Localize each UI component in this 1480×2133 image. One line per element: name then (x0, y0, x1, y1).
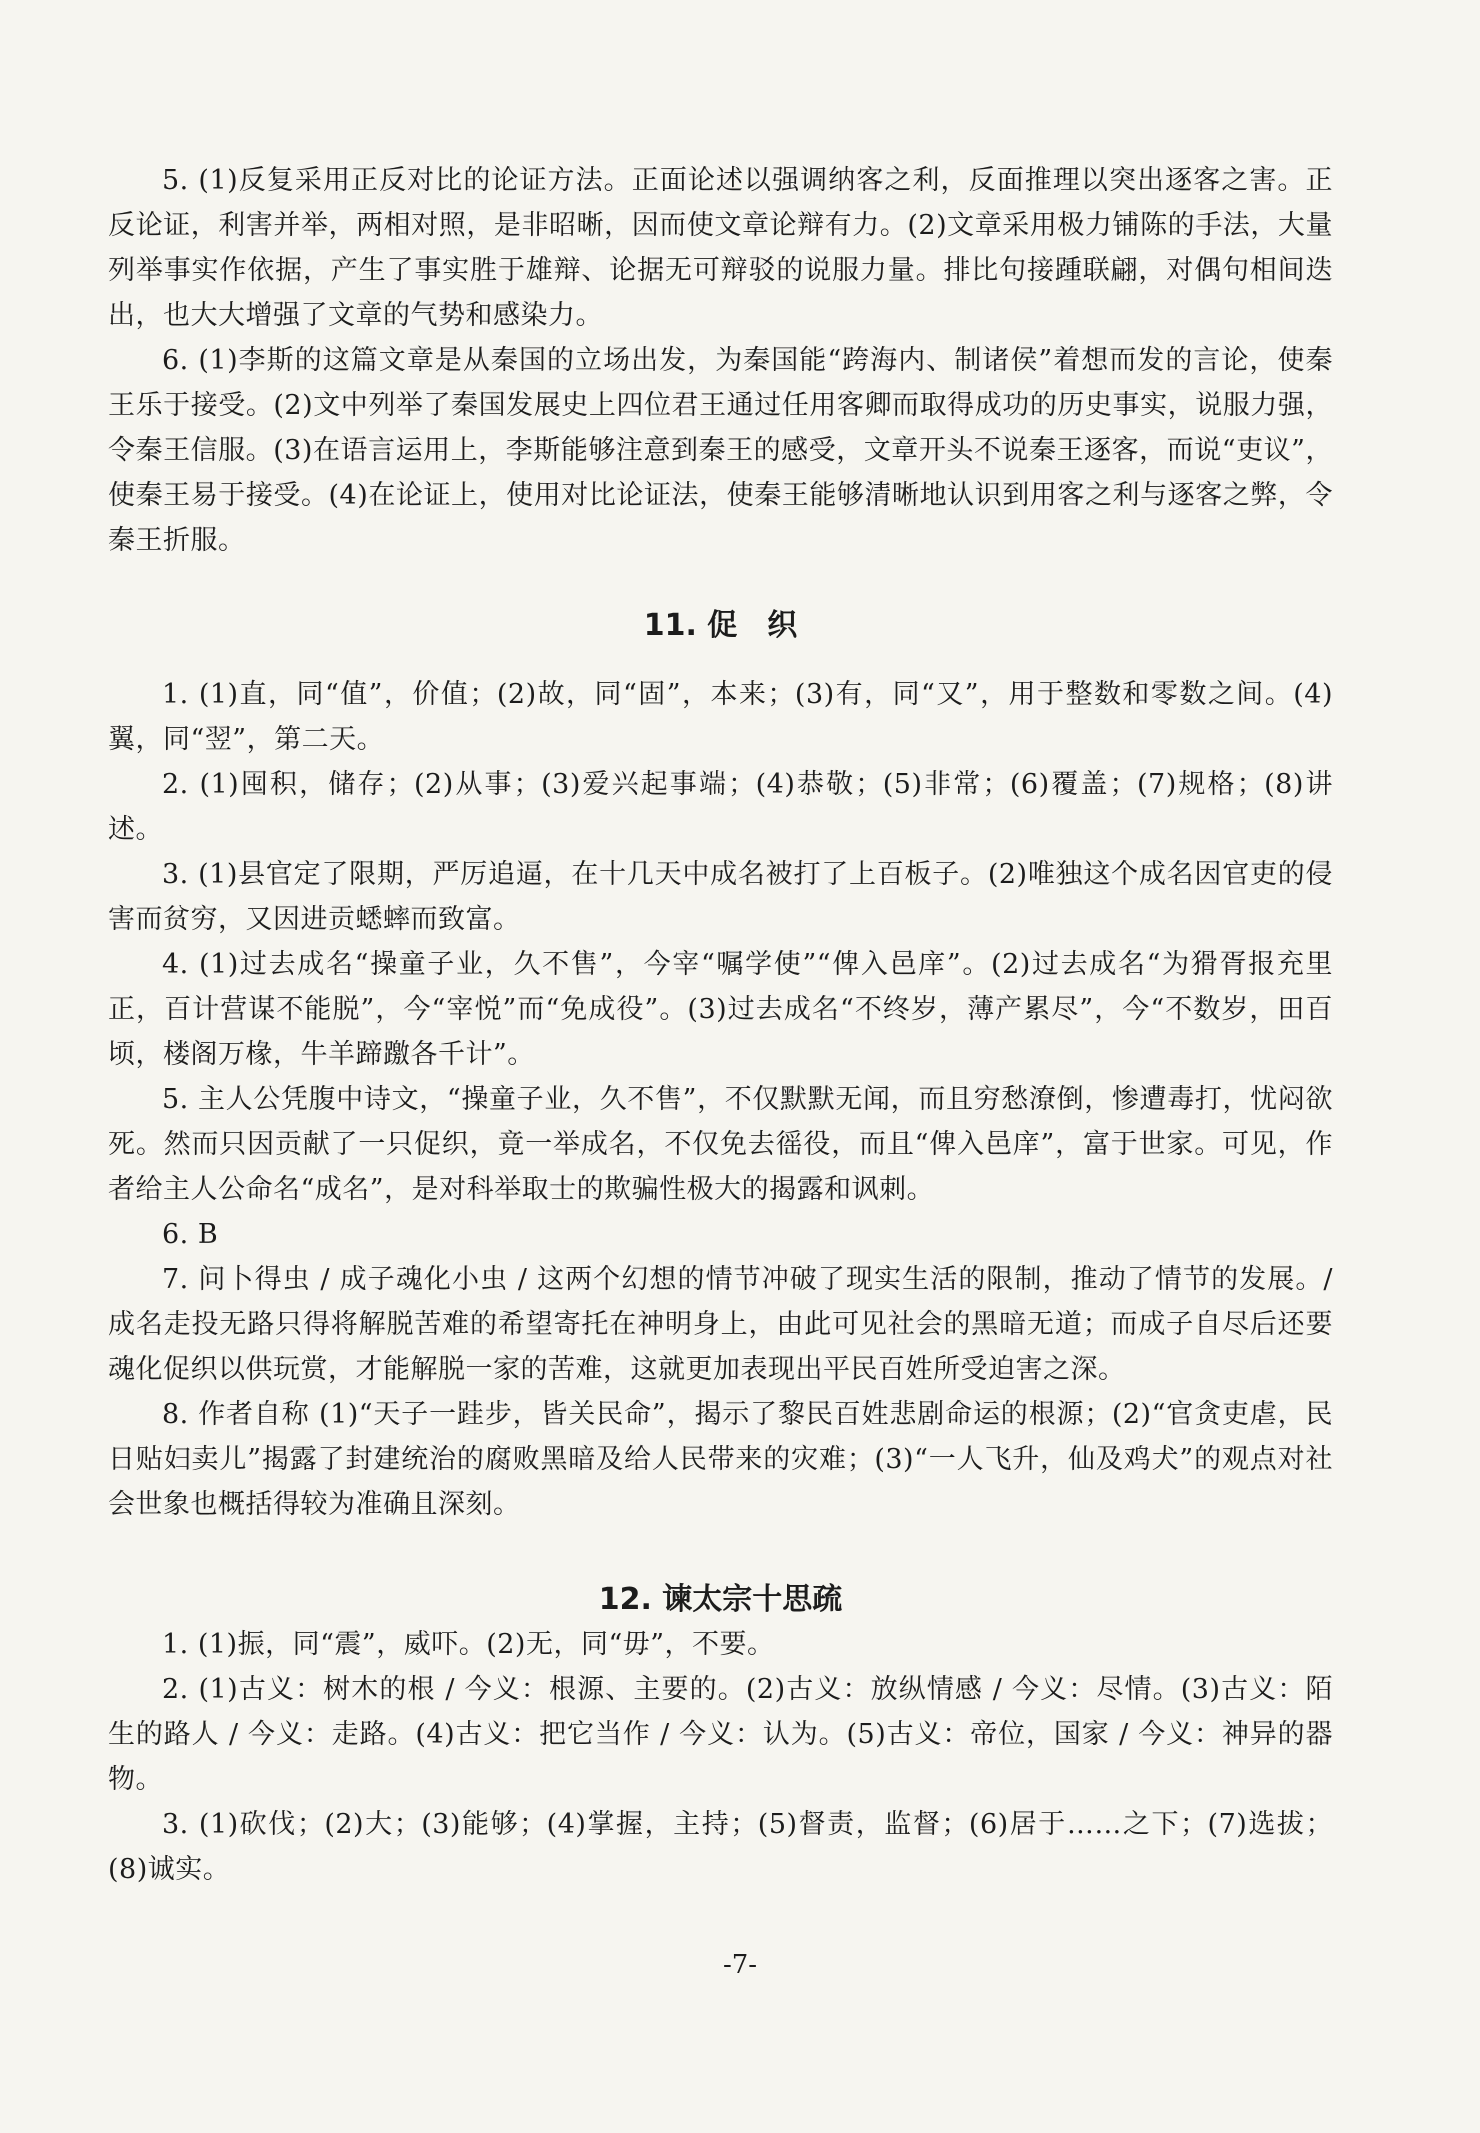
s12-answer-2: 2. (1)古义：树木的根 / 今义：根源、主要的。(2)古义：放纵情感 / 今义：尽情。(3)古义：陌生的路人 / 今义：走路。(4)古义：把它当作 / 今义：认为。(5)古义：帝位，国家 / 今义：神异的器物。 (108, 1674, 1333, 1795)
s11-answer-4: 4. (1)过去成名“操童子业，久不售”，今宰“嘱学使”“俾入邑庠”。(2)过去成名“为猾胥报充里正，百计营谋不能脱”，今“宰悦”而“免成役”。(3)过去成名“不终岁，薄产累尽”，今“不数岁，田百顷，楼阁万椽，牛羊蹄躈各千计”。 (108, 949, 1333, 1070)
page-content (108, 158, 1333, 1892)
answer-paragraph-5: 5. (1)反复采用正反对比的论证方法。正面论述以强调纳客之利，反面推理以突出逐客之害。正反论证，利害并举，两相对照，是非昭晰，因而使文章论辩有力。(2)文章采用极力铺陈的手法，大量列举事实作依据，产生了事实胜于雄辩、论据无可辩驳的说服力量。排比句接踵联翩，对偶句相间迭出，也大大增强了文章的气势和感染力。 (108, 165, 1333, 331)
s11-answer-6: 6. B (162, 1219, 219, 1250)
page-number: -7- (722, 1950, 758, 1980)
s12-answer-1: 1. (1)振，同“震”，威吓。(2)无，同“毋”，不要。 (162, 1629, 775, 1660)
section-title-11: 11. 促 织 (643, 608, 798, 643)
section-title-12: 12. 谏太宗十思疏 (598, 1582, 843, 1617)
s11-answer-3: 3. (1)县官定了限期，严厉追逼，在十几天中成名被打了上百板子。(2)唯独这个成名因官吏的侵害而贫穷，又因进贡蟋蟀而致富。 (108, 859, 1333, 935)
s12-answer-3: 3. (1)砍伐；(2)大；(3)能够；(4)掌握，主持；(5)督责，监督；(6)居于……之下；(7)选拔；(8)诚实。 (108, 1809, 1333, 1885)
s11-answer-8: 8. 作者自称 (1)“天子一跬步，皆关民命”，揭示了黎民百姓悲剧命运的根源；(2)“官贪吏虐，民日贴妇卖儿”揭露了封建统治的腐败黑暗及给人民带来的灾难；(3)“一人飞升，仙及鸡犬”的观点对社会世象也概括得较为准确且深刻。 (108, 1399, 1333, 1520)
s11-answer-1: 1. (1)直，同“值”，价值；(2)故，同“固”，本来；(3)有，同“又”，用于整数和零数之间。(4)翼，同“翌”，第二天。 (108, 679, 1333, 755)
s11-answer-5: 5. 主人公凭腹中诗文，“操童子业，久不售”，不仅默默无闻，而且穷愁潦倒，惨遭毒打，忧闷欲死。然而只因贡献了一只促织，竟一举成名，不仅免去徭役，而且“俾入邑庠”，富于世家。可见，作者给主人公命名“成名”，是对科举取士的欺骗性极大的揭露和讽刺。 (108, 1084, 1333, 1205)
answer-paragraph-6: 6. (1)李斯的这篇文章是从秦国的立场出发，为秦国能“跨海内、制诸侯”着想而发的言论，使秦王乐于接受。(2)文中列举了秦国发展史上四位君王通过任用客卿而取得成功的历史事实，说服力强，令秦王信服。(3)在语言运用上，李斯能够注意到秦王的感受，文章开头不说秦王逐客，而说“吏议”，使秦王易于接受。(4)在论证上，使用对比论证法，使秦王能够清晰地认识到用客之利与逐客之弊，令秦王折服。 (108, 345, 1333, 556)
s11-answer-7: 7. 问卜得虫 / 成子魂化小虫 / 这两个幻想的情节冲破了现实生活的限制，推动了情节的发展。/ 成名走投无路只得将解脱苦难的希望寄托在神明身上，由此可见社会的黑暗无道；而成子自尽后还要魂化促织以供玩赏，才能解脱一家的苦难，这就更加表现出平民百姓所受迫害之深。 (108, 1264, 1333, 1385)
s11-answer-2: 2. (1)囤积，储存；(2)从事；(3)爱兴起事端；(4)恭敬；(5)非常；(6)覆盖；(7)规格；(8)讲述。 (108, 769, 1333, 845)
